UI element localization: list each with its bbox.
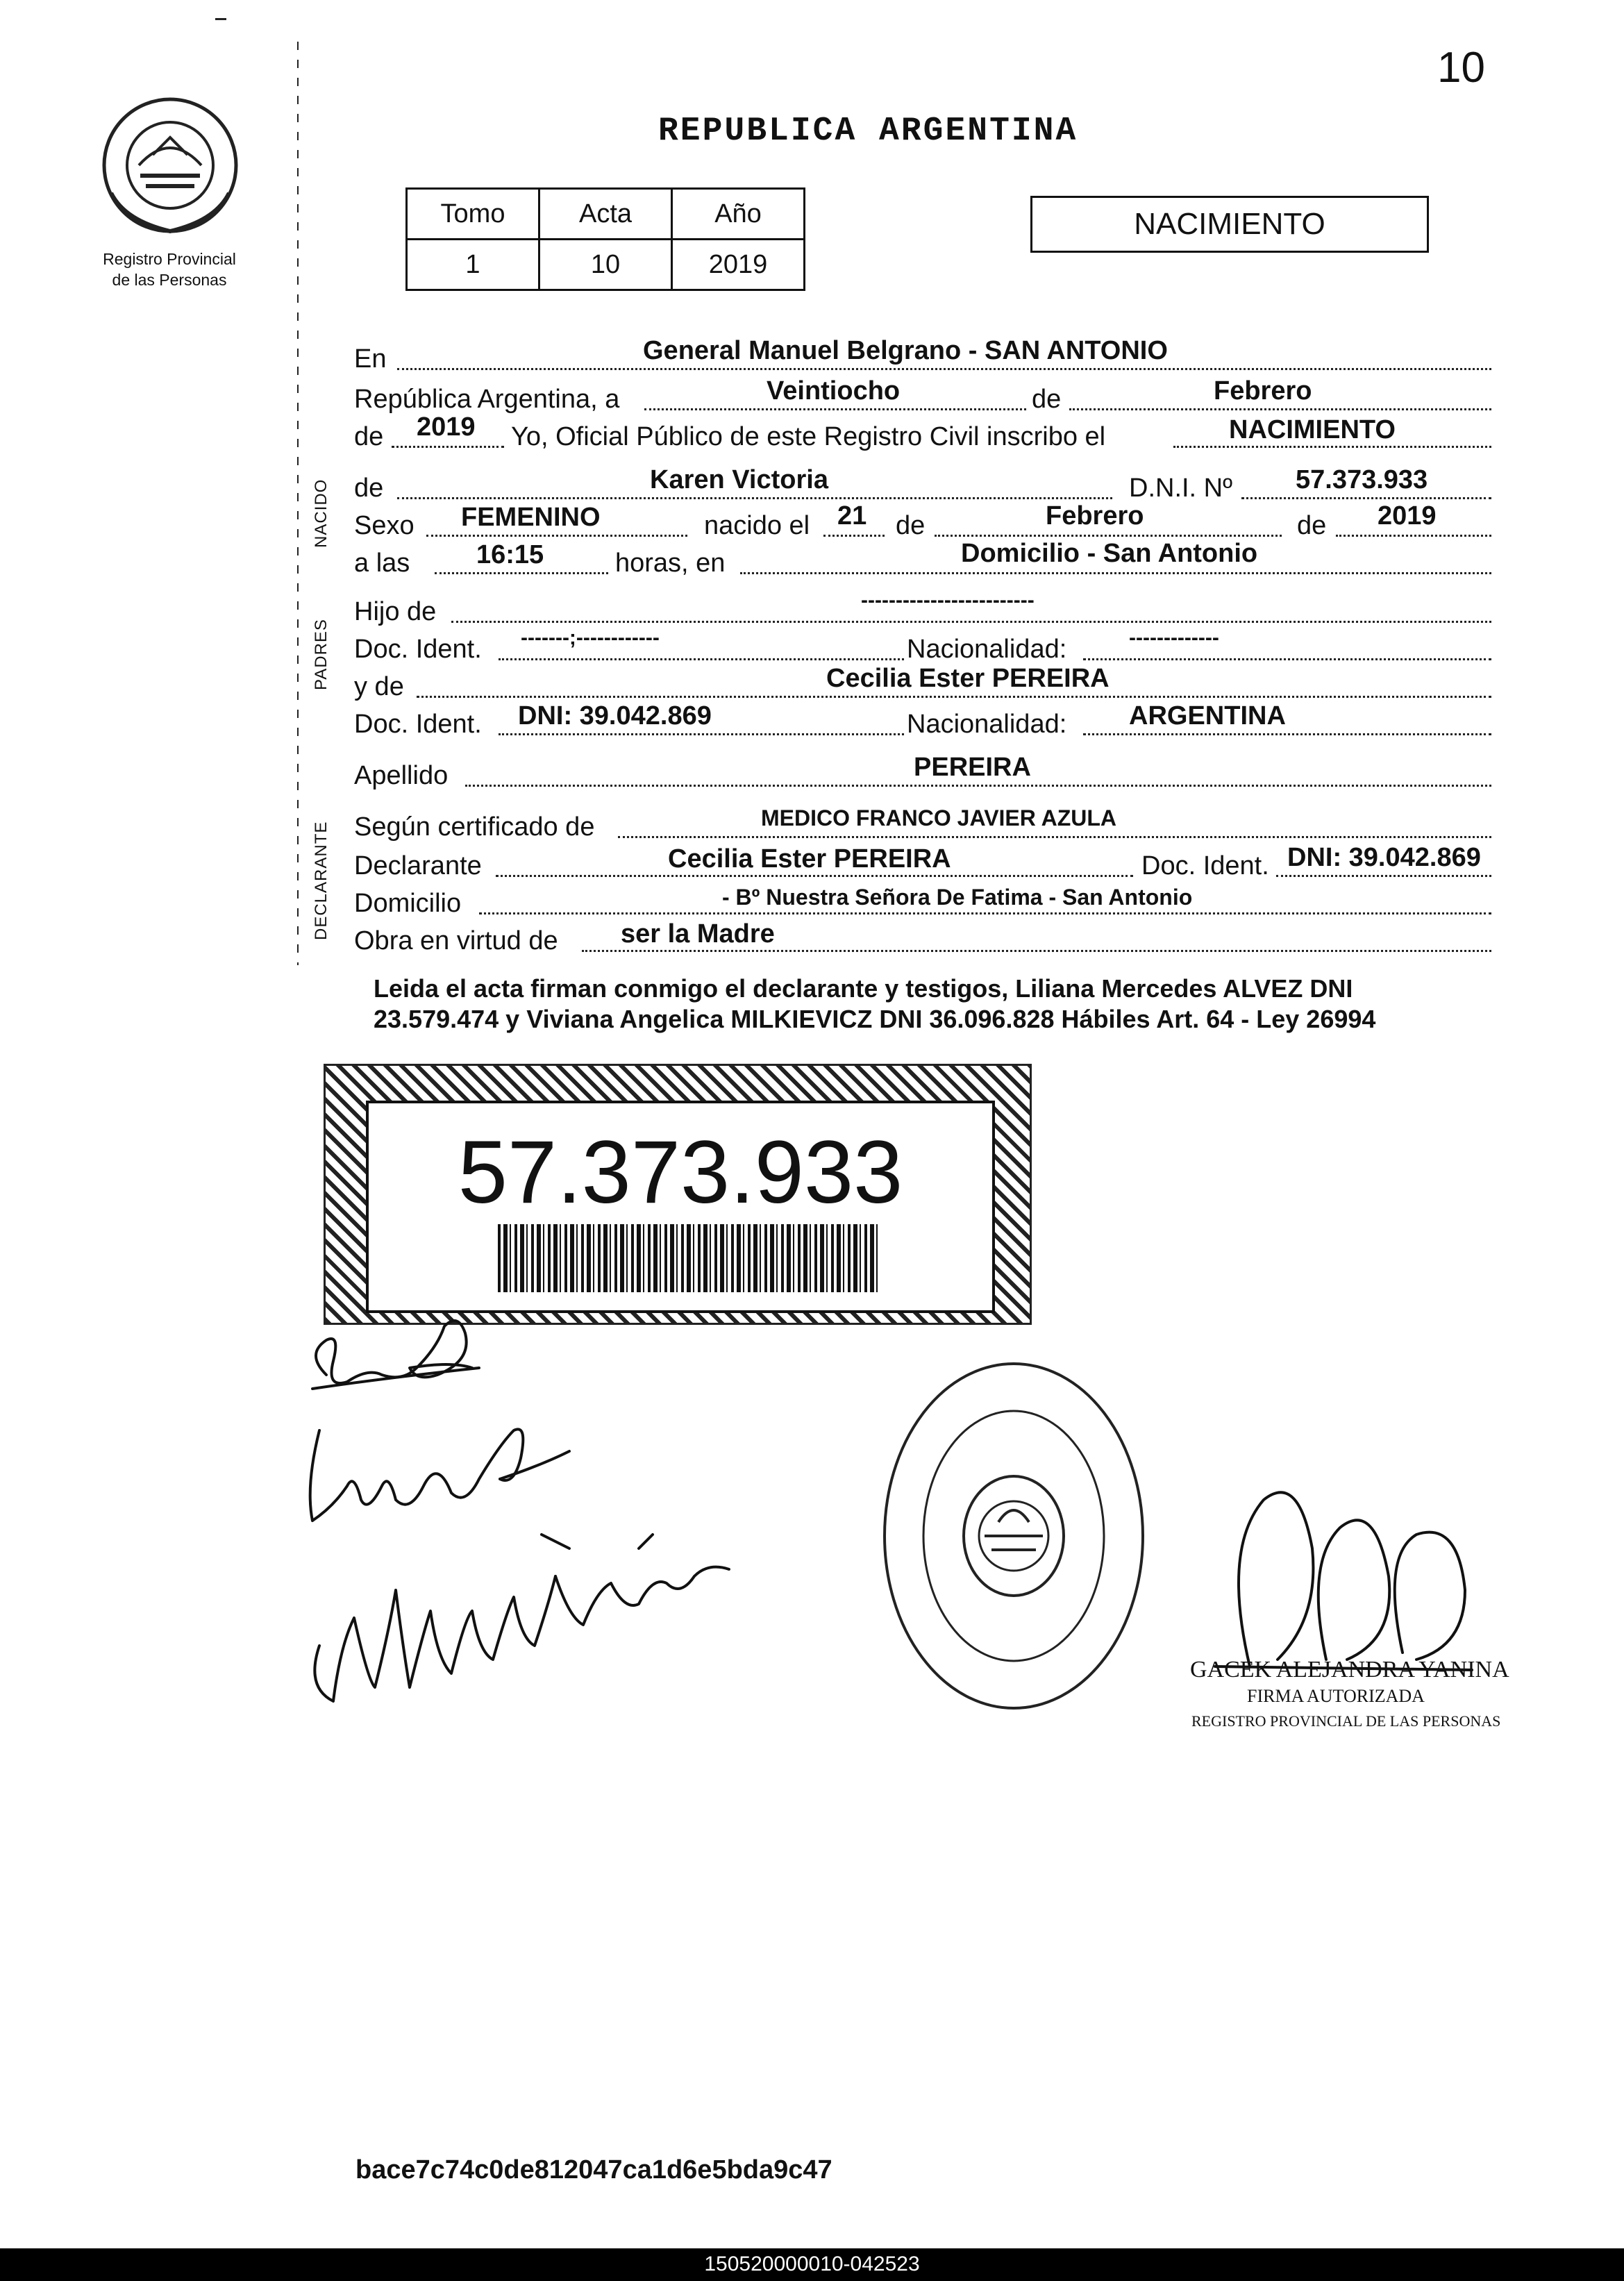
barcode xyxy=(498,1224,881,1292)
left-margin-line xyxy=(297,42,299,965)
sticker-inner xyxy=(366,1101,995,1313)
lugar-dots xyxy=(740,572,1491,574)
table-header-anio: Año xyxy=(672,189,805,240)
certificado-value: MEDICO FRANCO JAVIER AZULA xyxy=(761,805,1116,830)
footer-bar xyxy=(0,2248,1624,2281)
nac1-label: Nacionalidad: xyxy=(907,635,1067,664)
official-stamp xyxy=(880,1360,1147,1712)
nombre-dots xyxy=(397,497,1112,499)
certificado-dots xyxy=(618,836,1491,838)
dni-sticker xyxy=(324,1064,1032,1325)
madre-value: Cecilia Ester PEREIRA xyxy=(826,664,1110,693)
sexo-label: Sexo xyxy=(354,511,415,540)
hora-value: 16:15 xyxy=(476,540,544,569)
doc2-dots xyxy=(499,733,904,735)
domicilio-label: Domicilio xyxy=(354,889,462,918)
record-type-label: NACIMIENTO xyxy=(1134,207,1325,241)
padre-value: ------------------------- xyxy=(861,589,1035,612)
dia-nac-dots xyxy=(823,535,885,537)
nombre-value: Karen Victoria xyxy=(650,465,828,494)
dia-dots xyxy=(644,408,1026,410)
declarante-dots xyxy=(496,875,1133,877)
anio-nac-value: 2019 xyxy=(1378,501,1437,530)
table-header-acta: Acta xyxy=(539,189,672,240)
apellido-value: PEREIRA xyxy=(914,753,1031,782)
nac2-value: ARGENTINA xyxy=(1129,701,1286,730)
witness-2-signature xyxy=(292,1507,750,1715)
table-header-tomo: Tomo xyxy=(407,189,539,240)
dni-value: 57.373.933 xyxy=(1296,465,1428,494)
record-type-box xyxy=(1030,196,1429,253)
decl-doc-label: Doc. Ident. xyxy=(1141,851,1269,880)
nacido-de2-label: de xyxy=(896,511,926,540)
nacido-el-label: nacido el xyxy=(704,511,810,540)
mes-nac-dots xyxy=(935,535,1282,537)
side-label-declarante: DECLARANTE xyxy=(312,821,330,940)
en-dots xyxy=(397,368,1491,370)
hora-dots xyxy=(435,572,608,574)
footer-code: 150520000010-042523 xyxy=(704,2253,920,2275)
province-logo xyxy=(97,89,243,242)
de2-label: de xyxy=(354,422,384,451)
document-hash: bace7c74c0de812047ca1d6e5bda9c47 xyxy=(355,2155,832,2184)
madre-dots xyxy=(417,696,1491,698)
sexo-dots xyxy=(426,535,687,537)
anio-nac-dots xyxy=(1336,535,1491,537)
obra-value: ser la Madre xyxy=(621,919,775,949)
logo-caption-2: de las Personas xyxy=(112,271,227,289)
registry-table xyxy=(405,187,805,291)
declarante-label: Declarante xyxy=(354,851,482,880)
closing-text: Leida el acta firman conmigo el declarante y testigos, Liliana Mercedes ALVEZ DNI 23.579.474 y Viviana Angelica MILKIEVICZ DNI 36.096.828 Hábiles Art. 64 - Ley 26994 xyxy=(374,974,1376,1033)
page-number: 10 xyxy=(1437,44,1485,92)
republica-label: República Argentina, a xyxy=(354,385,620,414)
sexo-value: FEMENINO xyxy=(461,503,601,532)
official-org: REGISTRO PROVINCIAL DE LAS PERSONAS xyxy=(1191,1712,1501,1730)
hijo-de-label: Hijo de xyxy=(354,597,437,626)
nac1-dots xyxy=(1083,658,1491,660)
mes-value: Febrero xyxy=(1214,376,1312,406)
nac2-label: Nacionalidad: xyxy=(907,710,1067,739)
table-cell-acta: 10 xyxy=(539,240,672,290)
declarante-value: Cecilia Ester PEREIRA xyxy=(668,844,951,874)
domicilio-dots xyxy=(479,912,1491,914)
doc1-value: -------;------------ xyxy=(521,626,660,649)
side-label-padres: PADRES xyxy=(312,619,330,690)
nacido-de3-label: de xyxy=(1297,511,1327,540)
anio-value: 2019 xyxy=(417,412,476,442)
document-title: REPUBLICA ARGENTINA xyxy=(658,112,1078,150)
apellido-label: Apellido xyxy=(354,761,449,790)
doc2-value: DNI: 39.042.869 xyxy=(518,701,712,730)
decl-doc-dots xyxy=(1276,875,1491,877)
y-de-label: y de xyxy=(354,672,404,701)
official-signature xyxy=(1208,1479,1500,1680)
horas-en-label: horas, en xyxy=(615,549,726,578)
anio-dots xyxy=(392,446,504,448)
doc2-label: Doc. Ident. xyxy=(354,710,482,739)
nac1-value: ------------- xyxy=(1129,626,1219,649)
dia-value: Veintiocho xyxy=(767,376,901,406)
official-role: FIRMA AUTORIZADA xyxy=(1247,1686,1425,1706)
inscribo-value: NACIMIENTO xyxy=(1229,415,1396,444)
a-las-label: a las xyxy=(354,549,410,578)
doc1-label: Doc. Ident. xyxy=(354,635,482,664)
lugar-value: Domicilio - San Antonio xyxy=(961,539,1258,568)
inscribo-dots xyxy=(1173,446,1491,448)
dni-label: D.N.I. Nº xyxy=(1129,474,1232,503)
dni-dots xyxy=(1241,497,1491,499)
obra-dots xyxy=(582,950,1491,952)
corner-mark xyxy=(215,18,226,20)
en-label: En xyxy=(354,344,387,374)
mes-nac-value: Febrero xyxy=(1046,501,1144,530)
nacido-de-label: de xyxy=(354,474,384,503)
table-cell-anio: 2019 xyxy=(672,240,805,290)
domicilio-value: - Bº Nuestra Señora De Fatima - San Antonio xyxy=(722,885,1193,910)
doc1-dots xyxy=(499,658,904,660)
side-label-nacido: NACIDO xyxy=(312,478,330,548)
en-value: General Manuel Belgrano - SAN ANTONIO xyxy=(643,336,1168,365)
nac2-dots xyxy=(1083,733,1491,735)
apellido-dots xyxy=(465,785,1491,787)
mes-dots xyxy=(1069,408,1491,410)
logo-caption-1: Registro Provincial xyxy=(103,250,236,268)
yo-text: Yo, Oficial Público de este Registro Civil inscribo el xyxy=(511,422,1106,451)
official-name: GACEK ALEJANDRA YANINA xyxy=(1190,1657,1509,1682)
sticker-number: 57.373.933 xyxy=(458,1123,903,1222)
certificado-label: Según certificado de xyxy=(354,812,595,842)
dia-nac-value: 21 xyxy=(837,501,867,530)
obra-label: Obra en virtud de xyxy=(354,926,558,955)
de-label: de xyxy=(1032,385,1062,414)
padre-dots xyxy=(451,621,1491,623)
decl-doc-value: DNI: 39.042.869 xyxy=(1287,843,1481,872)
table-cell-tomo: 1 xyxy=(407,240,539,290)
